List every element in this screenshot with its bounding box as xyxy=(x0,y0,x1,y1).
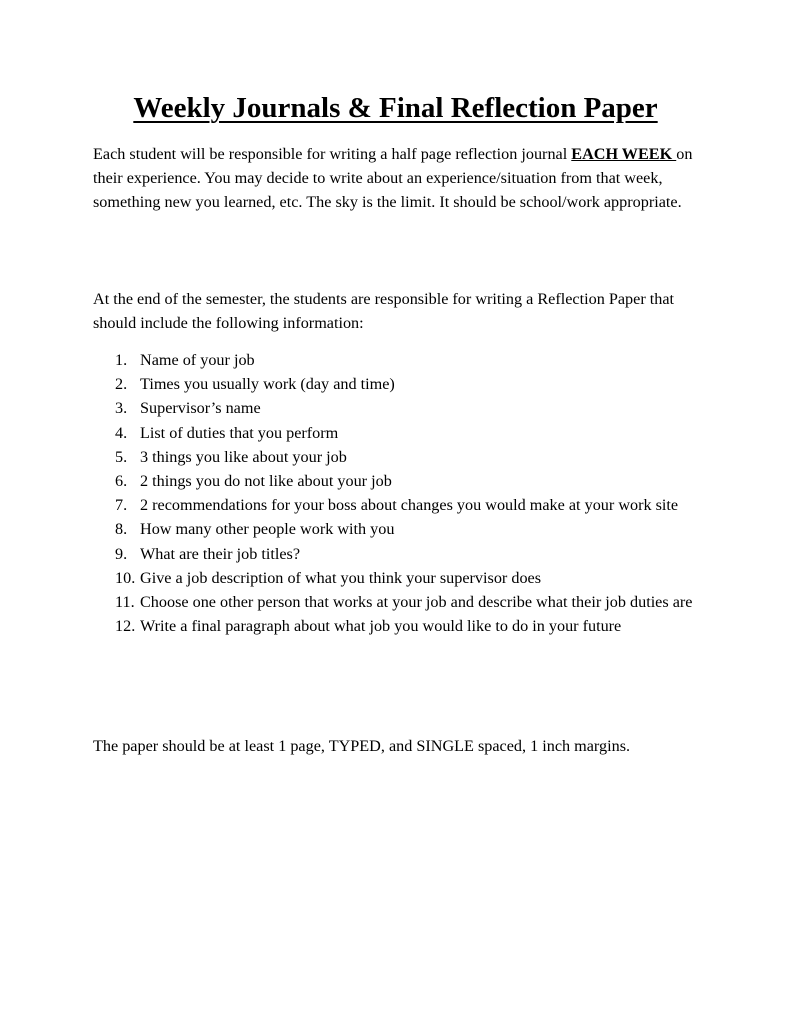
list-item-text: Choose one other person that works at your job and describe what their job duties are xyxy=(140,593,693,612)
list-item-text: 2 recommendations for your boss about changes you would make at your work site xyxy=(140,496,679,515)
list-item-number: 12. xyxy=(115,617,136,636)
requirements-list xyxy=(93,348,703,638)
list-item-text: Write a final paragraph about what job you would like to do in your future xyxy=(140,617,622,636)
list-item xyxy=(93,421,703,445)
list-item-number: 10. xyxy=(115,568,136,587)
page-title: Weekly Journals & Final Reflection Paper xyxy=(133,92,658,124)
list-item xyxy=(93,445,703,469)
list-item xyxy=(93,348,703,372)
intro-text-end: on their experience. You may decide to write about an experience/situation from that week, something new you learned, etc. The sky is the limit. It should be school/work appropriate. xyxy=(93,145,693,212)
list-item xyxy=(93,396,703,420)
list-item-text: Supervisor’s name xyxy=(140,399,261,418)
list-item-number: 2. xyxy=(115,375,128,394)
list-item xyxy=(93,372,703,396)
list-item xyxy=(93,469,703,493)
lead-in-paragraph: At the end of the semester, the students are responsible for writing a Reflection Paper that should include the following information: xyxy=(93,290,675,333)
list-item-number: 1. xyxy=(115,351,128,369)
list-item-number: 6. xyxy=(115,472,128,491)
list-item xyxy=(93,614,703,638)
intro-text-start: Each student will be responsible for writing a half page reflection journal xyxy=(93,145,572,163)
list-item-text: List of duties that you perform xyxy=(140,423,339,442)
list-item-number: 7. xyxy=(115,496,128,515)
list-item xyxy=(93,517,703,541)
list-item-text: How many other people work with you xyxy=(140,520,395,539)
list-item-text: Name of your job xyxy=(140,351,255,369)
list-item xyxy=(93,542,703,566)
list-item-number: 5. xyxy=(115,447,128,466)
list-item-text: What are their job titles? xyxy=(140,544,301,563)
list-item-text: 3 things you like about your job xyxy=(140,447,347,466)
list-item xyxy=(93,590,703,614)
list-item-number: 8. xyxy=(115,520,128,539)
list-item-number: 11. xyxy=(115,593,135,612)
closing-paragraph: The paper should be at least 1 page, TYPED, and SINGLE spaced, 1 inch margins. xyxy=(93,737,631,755)
list-item-text: Give a job description of what you think your supervisor does xyxy=(140,568,542,587)
list-item xyxy=(93,493,703,517)
list-item-number: 3. xyxy=(115,399,128,418)
list-item-text: Times you usually work (day and time) xyxy=(140,375,395,394)
list-item-text: 2 things you do not like about your job xyxy=(140,472,392,491)
list-item-number: 9. xyxy=(115,544,128,563)
intro-paragraph xyxy=(93,142,703,215)
list-item-number: 4. xyxy=(115,423,128,442)
intro-emphasis: EACH WEEK xyxy=(571,145,677,163)
list-item xyxy=(93,566,703,590)
